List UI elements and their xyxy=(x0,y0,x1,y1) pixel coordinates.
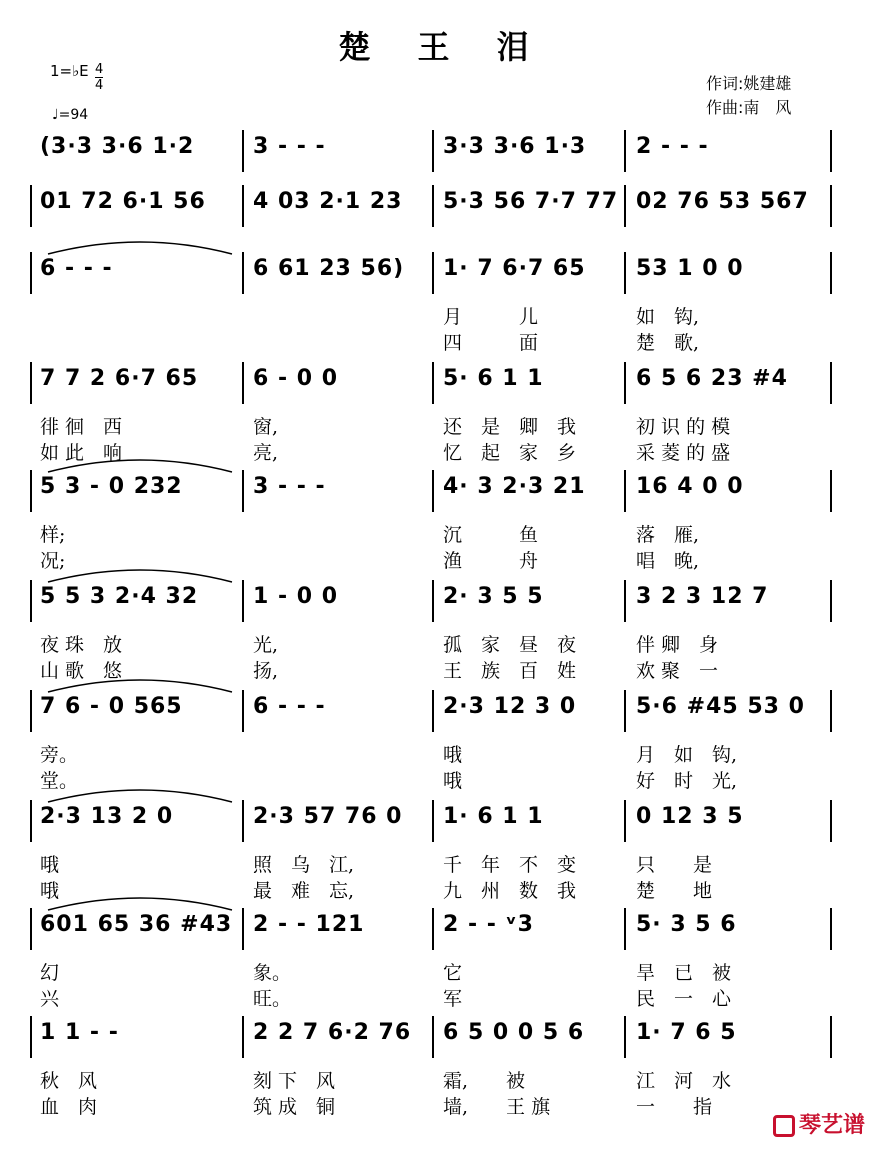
barline xyxy=(432,130,434,172)
credits xyxy=(706,72,791,120)
time-signature xyxy=(95,62,103,93)
barline xyxy=(624,185,626,227)
lyric-verse-1: 只 是 xyxy=(636,854,713,876)
lyric-verse-1: 月 如 钩, xyxy=(636,744,738,766)
barline xyxy=(242,185,244,227)
lyric-verse-2: 血 肉 xyxy=(40,1096,98,1118)
lyric-verse-2: 况; xyxy=(40,550,66,572)
lyric-verse-2: 欢 聚 一 xyxy=(636,660,719,682)
lyric-verse-1: 落 雁, xyxy=(636,524,700,546)
measure: 53 1 0 0 xyxy=(636,256,744,281)
lyric-verse-2: 王 族 百 姓 xyxy=(443,660,577,682)
barline xyxy=(30,362,32,404)
lyric-verse-2: 军 xyxy=(443,988,463,1010)
lyric-verse-1: 千 年 不 变 xyxy=(443,854,577,876)
slur xyxy=(48,898,232,910)
measure: 2·3 57 76 0 xyxy=(253,804,403,829)
measure: 02 76 53 567 xyxy=(636,189,809,214)
slur-group xyxy=(0,908,885,918)
measure: 6 - - - xyxy=(40,256,113,281)
measure: 4· 3 2·3 21 xyxy=(443,474,586,499)
lyric-verse-2: 堂。 xyxy=(40,770,79,792)
barline xyxy=(242,130,244,172)
measure: 5 5 3 2·4 32 xyxy=(40,584,199,609)
barline xyxy=(432,1016,434,1058)
lyric-verse-2: 楚 歌, xyxy=(636,332,700,354)
barline xyxy=(242,1016,244,1058)
lyric-verse-2: 民 一 心 xyxy=(636,988,732,1010)
tempo-marking: ♩=94 xyxy=(52,107,89,123)
measure: 6 - 0 0 xyxy=(253,366,339,391)
lyric-verse-2: 扬, xyxy=(253,660,279,682)
lyric-verse-2: 最 难 忘, xyxy=(253,880,355,902)
barline xyxy=(830,1016,832,1058)
lyric-verse-1: 月 儿 xyxy=(443,306,539,328)
measure: 6 61 23 56) xyxy=(253,256,405,281)
measure: 601 65 36 #43 xyxy=(40,912,233,937)
measure: 2 - - ᵛ3 xyxy=(443,912,534,937)
site-logo xyxy=(773,1108,865,1139)
lyric-verse-2: 好 时 光, xyxy=(636,770,738,792)
measure: 6 5 0 0 5 6 xyxy=(443,1020,585,1045)
lyric-verse-2: 兴 xyxy=(40,988,60,1010)
lyric-verse-2: 楚 地 xyxy=(636,880,713,902)
lyric-verse-1: 伴 卿 身 xyxy=(636,634,719,656)
lyric-verse-2: 唱 晚, xyxy=(636,550,700,572)
measure: 0 12 3 5 xyxy=(636,804,744,829)
measure: 5·6 #45 53 0 xyxy=(636,694,805,719)
song-title: 楚 王 泪 xyxy=(338,28,547,66)
lyric-verse-2: 四 面 xyxy=(443,332,539,354)
measure: 2·3 12 3 0 xyxy=(443,694,577,719)
lyric-verse-1: 还 是 卿 我 xyxy=(443,416,577,438)
measure: 1 1 - - xyxy=(40,1020,119,1045)
lyric-verse-2: 山 歌 悠 xyxy=(40,660,123,682)
lyric-verse-2: 旺。 xyxy=(253,988,292,1010)
lyric-verse-1: 旁。 xyxy=(40,744,79,766)
measure: 5·3 56 7·7 77 xyxy=(443,189,619,214)
barline xyxy=(624,130,626,172)
barline xyxy=(30,1016,32,1058)
measure: 1· 6 1 1 xyxy=(443,804,544,829)
lyric-verse-1: 哦 xyxy=(40,854,60,876)
lyric-verse-1: 刻 下 风 xyxy=(253,1070,336,1092)
lyric-verse-1: 如 钩, xyxy=(636,306,700,328)
lyric-verse-2: 筑 成 铜 xyxy=(253,1096,336,1118)
measure: 01 72 6·1 56 xyxy=(40,189,206,214)
slur-group xyxy=(0,580,885,590)
key-signature-block xyxy=(50,62,104,123)
measure: 16 4 0 0 xyxy=(636,474,744,499)
measure: 1· 7 6·7 65 xyxy=(443,256,586,281)
slur xyxy=(48,242,232,254)
barline xyxy=(830,185,832,227)
lyric-verse-1: 它 xyxy=(443,962,463,984)
lyric-verse-1: 霜, 被 xyxy=(443,1070,526,1092)
time-signature-bottom: 4 xyxy=(95,78,104,93)
lyric-verse-1: 光, xyxy=(253,634,279,656)
barline xyxy=(830,130,832,172)
lyric-verse-2: 哦 xyxy=(40,880,60,902)
lyric-verse-1: 夜 珠 放 xyxy=(40,634,123,656)
barline xyxy=(624,1016,626,1058)
measure: 2·3 13 2 0 xyxy=(40,804,174,829)
measure: 5· 3 5 6 xyxy=(636,912,737,937)
logo-text: 琴艺谱 xyxy=(799,1113,866,1138)
lyric-verse-1: 徘 徊 西 xyxy=(40,416,123,438)
lyric-verse-1: 沉 鱼 xyxy=(443,524,539,546)
lyric-verse-1: 初 识 的 模 xyxy=(636,416,731,438)
measure: 5 3 - 0 232 xyxy=(40,474,183,499)
measure: 2· 3 5 5 xyxy=(443,584,544,609)
measure: 3 2 3 12 7 xyxy=(636,584,769,609)
composer: 作曲:南 风 xyxy=(706,98,792,117)
barline xyxy=(432,362,434,404)
measure: 3·3 3·6 1·3 xyxy=(443,134,587,159)
slur-group xyxy=(0,800,885,810)
measure: 7 6 - 0 565 xyxy=(40,694,183,719)
lyric-verse-1: 秋 风 xyxy=(40,1070,98,1092)
measure: 4 03 2·1 23 xyxy=(253,189,403,214)
time-signature-top: 4 xyxy=(95,62,104,77)
lyric-verse-2: 一 指 xyxy=(636,1096,713,1118)
measure: (3·3 3·6 1·2 xyxy=(40,134,195,159)
measure: 6 5 6 23 #4 xyxy=(636,366,788,391)
lyric-verse-2: 亮, xyxy=(253,442,279,464)
lyric-verse-1: 哦 xyxy=(443,744,463,766)
lyric-verse-1: 窗, xyxy=(253,416,279,438)
lyric-verse-1: 孤 家 昼 夜 xyxy=(443,634,577,656)
slur-group xyxy=(0,690,885,700)
key-signature: 1=♭E xyxy=(50,62,89,80)
measure: 1 - 0 0 xyxy=(253,584,339,609)
lyric-verse-2: 如 此 响 xyxy=(40,442,123,464)
measure: 2 - - - xyxy=(636,134,709,159)
measure: 7 7 2 6·7 65 xyxy=(40,366,199,391)
measure: 1· 7 6 5 xyxy=(636,1020,737,1045)
measure: 2 - - 121 xyxy=(253,912,365,937)
measure: 5· 6 1 1 xyxy=(443,366,544,391)
measure: 3 - - - xyxy=(253,134,326,159)
lyric-verse-2: 墙, 王 旗 xyxy=(443,1096,551,1118)
lyric-verse-1: 照 乌 江, xyxy=(253,854,355,876)
barline xyxy=(830,362,832,404)
lyric-verse-1: 江 河 水 xyxy=(636,1070,732,1092)
slur xyxy=(48,570,232,582)
measure: 3 - - - xyxy=(253,474,326,499)
lyric-verse-1: 旱 已 被 xyxy=(636,962,732,984)
slur-group xyxy=(0,470,885,480)
lyricist: 作词:姚建雄 xyxy=(706,74,792,93)
lyric-verse-1: 象。 xyxy=(253,962,292,984)
measure: 6 - - - xyxy=(253,694,326,719)
lyric-verse-2: 哦 xyxy=(443,770,463,792)
lyric-verse-2: 采 菱 的 盛 xyxy=(636,442,731,464)
slur-group xyxy=(0,252,885,262)
lyric-verse-2: 渔 舟 xyxy=(443,550,539,572)
barline xyxy=(30,185,32,227)
lyric-verse-2: 九 州 数 我 xyxy=(443,880,577,902)
lyric-verse-1: 样; xyxy=(40,524,66,546)
barline xyxy=(432,185,434,227)
lyric-verse-2: 忆 起 家 乡 xyxy=(443,442,577,464)
lyric-verse-1: 幻 xyxy=(40,962,60,984)
measure: 2 2 7 6·2 76 xyxy=(253,1020,412,1045)
barline xyxy=(624,362,626,404)
logo-icon xyxy=(773,1115,795,1137)
barline xyxy=(242,362,244,404)
